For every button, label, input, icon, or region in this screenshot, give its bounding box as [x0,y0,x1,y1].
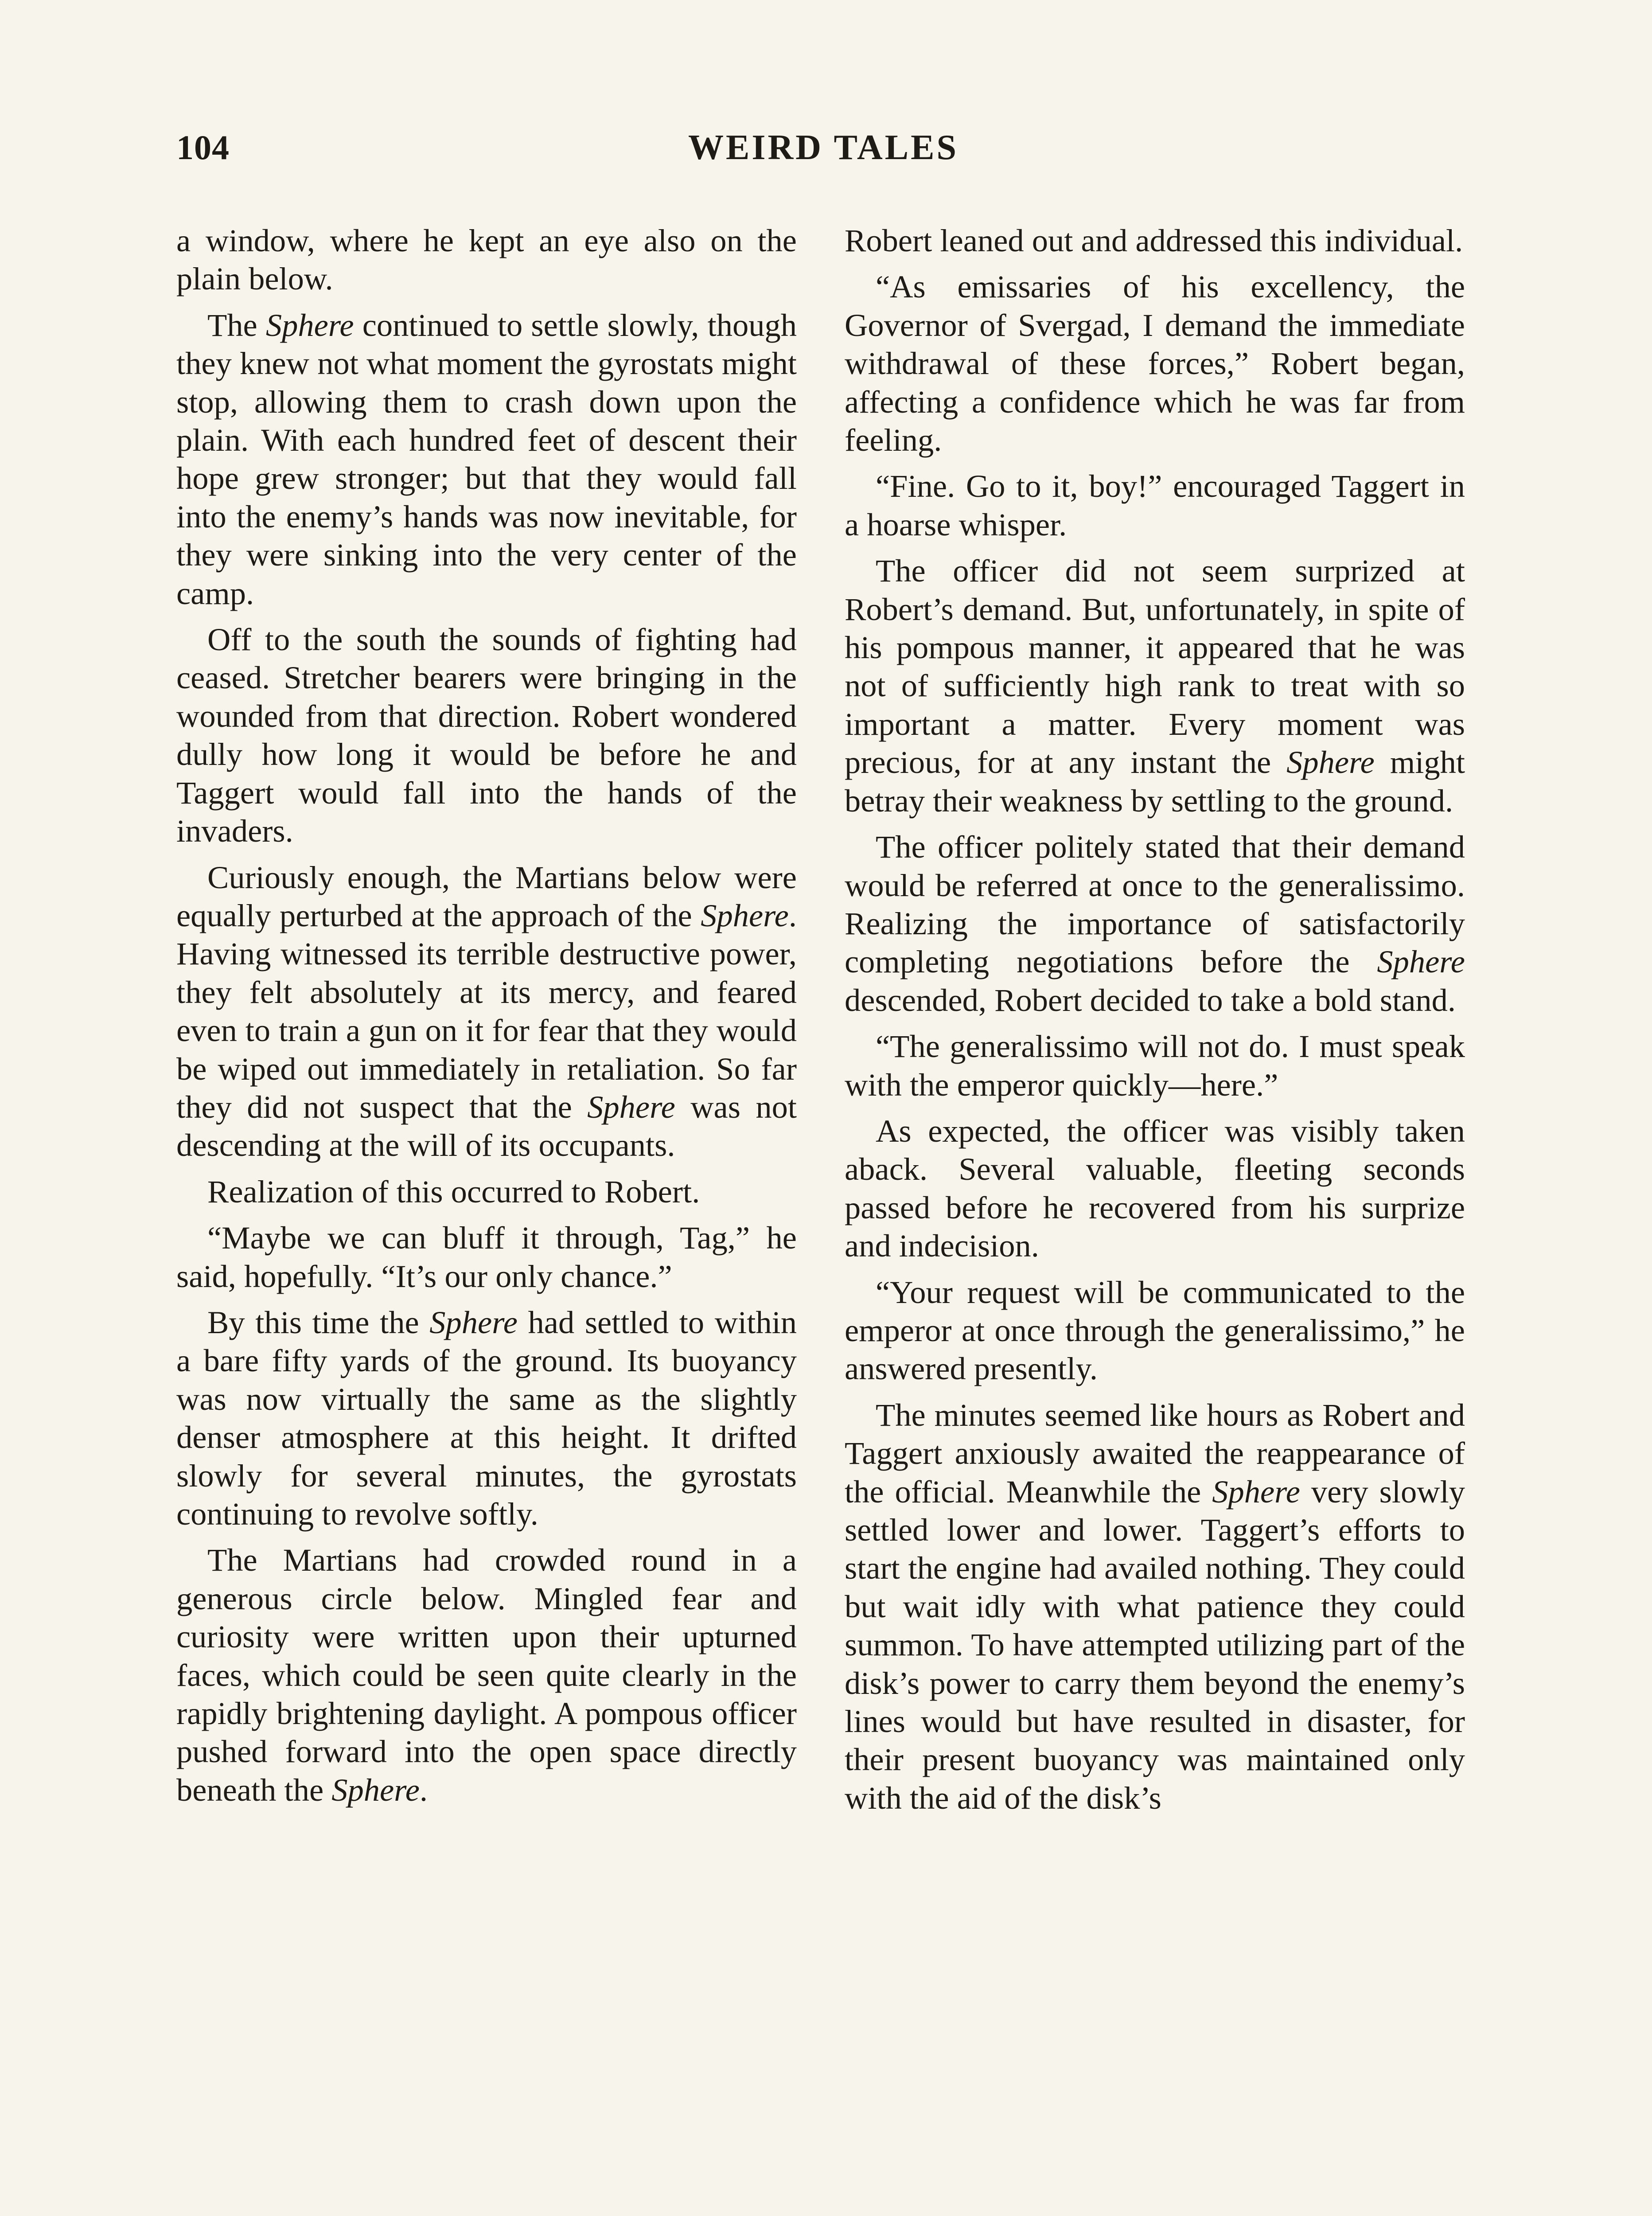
text-run: The minutes seemed like hours as Robert and Taggert anxiously awaited the reappearance of the official. Meanwhile the [845,1397,1465,1510]
text-run: The Martians had crowded round in a generous circle below. Mingled fear and curiosity were written upon their upturned faces, which could be seen quite clearly in the rapidly brightening daylight. A pompous officer pushed forward into the open space directly beneath the [176,1542,797,1808]
paragraph [176,222,797,298]
left-text-column [176,222,797,1809]
text-run: “Fine. Go to it, boy!” encouraged Taggert in a hoarse whisper. [845,468,1465,542]
page-header [176,128,1470,181]
text-run: The officer politely stated that their demand would be referred at once to the generalissimo. Realizing the importance of satisfactorily completing negotiations before the [845,829,1465,980]
text-run: descended, Robert decided to take a bold stand. [845,982,1456,1018]
text-run: Robert leaned out and addressed this individual. [845,222,1463,258]
text-run: continued to settle slowly, though they knew not what moment the gyrostats might stop, allowing them to crash down upon the plain. With each hundred feet of descent their hope grew stronger; but that they would fall into the enemy’s hands was now inevitable, for they were sinking into the very center of the camp. [176,307,797,611]
text-run: “Maybe we can bluff it through, Tag,” he said, hopefully. “It’s our only chance.” [176,1220,797,1294]
paragraph [845,828,1465,1019]
text-run: The [207,307,266,343]
text-run: Off to the south the sounds of fighting had ceased. Stretcher bearers were bringing in the wounded from that direction. Robert wondered dully how long it would be before he and Taggert would fall into the hands of the invaders. [176,621,797,849]
paragraph [176,306,797,613]
text-run: might betray their weakness by settling to the ground. [845,744,1465,819]
paragraph [176,1219,797,1295]
text-run: “Your request will be communicated to the emperor at once through the generalissimo,” he answered presently. [845,1274,1465,1387]
paragraph [845,467,1465,544]
text-run: a window, where he kept an eye also on the plain below. [176,222,797,297]
text-run: As expected, the officer was visibly taken aback. Several valuable, fleeting seconds passed before he recovered from his surprize and indecision. [845,1112,1465,1264]
right-text-column [845,222,1465,1817]
text-run: . [419,1771,428,1808]
text-run: had settled to within a bare fifty yards of the ground. Its buoyancy was now virtually the same as the slightly denser atmosphere at this height. It drifted slowly for several minutes, the gyrostats continuing to revolve softly. [176,1304,797,1532]
paragraph [845,1396,1465,1817]
paragraph [845,552,1465,820]
paragraph [845,268,1465,459]
text-run: was not descending at the will of its occupants. [176,1088,797,1163]
paragraph [845,1273,1465,1388]
italic-ship-name: Sphere [429,1304,518,1340]
text-run: Curiously enough, the Martians below were equally perturbed at the approach of the [176,859,797,933]
paragraph [176,1173,797,1211]
paragraph [176,1303,797,1533]
text-run: very slowly settled lower and lower. Taggert’s efforts to start the engine had availed nothing. They could but wait idly with what patience they could summon. To have attempted utilizing part of the disk’s power to carry them beyond the enemy’s lines would but have resulted in disaster, for their present buoyancy was maintained only with the aid of the disk’s [845,1473,1465,1816]
text-run: “As emissaries of his excellency, the Governor of Svergad, I demand the immediate withdrawal of these forces,” Robert began, affecting a confidence which he was far from feeling. [845,269,1465,458]
paragraph [845,1112,1465,1265]
paragraph [176,1541,797,1809]
text-run: . Having witnessed its terrible destructive power, they felt absolutely at its mercy, and feared even to train a gun on it for fear that they would be wiped out immediately in retaliation. So far they did not suspect that the [176,897,797,1125]
italic-ship-name: Sphere [587,1088,675,1125]
paragraph [176,620,797,850]
text-run: “The generalissimo will not do. I must speak with the emperor quickly—here.” [845,1028,1465,1103]
italic-ship-name: Sphere [1286,744,1375,780]
running-head-title: WEIRD TALES [688,128,958,167]
text-run: By this time the [207,1304,430,1340]
italic-ship-name: Sphere [331,1771,420,1808]
page-number: 104 [176,128,230,167]
italic-ship-name: Sphere [701,897,789,933]
text-run: The officer did not seem surprized at Robert’s demand. But, unfortunately, in spite of his pompous manner, it appeared that he was not of sufficiently high rank to treat with so important a matter. Every moment was precious, for at any instant the [845,553,1465,780]
italic-ship-name: Sphere [1212,1473,1300,1510]
paragraph [845,1027,1465,1104]
text-run: Realization of this occurred to Robert. [207,1173,700,1209]
paragraph [176,858,797,1165]
italic-ship-name: Sphere [265,307,354,343]
paragraph [845,222,1465,260]
italic-ship-name: Sphere [1377,944,1465,980]
